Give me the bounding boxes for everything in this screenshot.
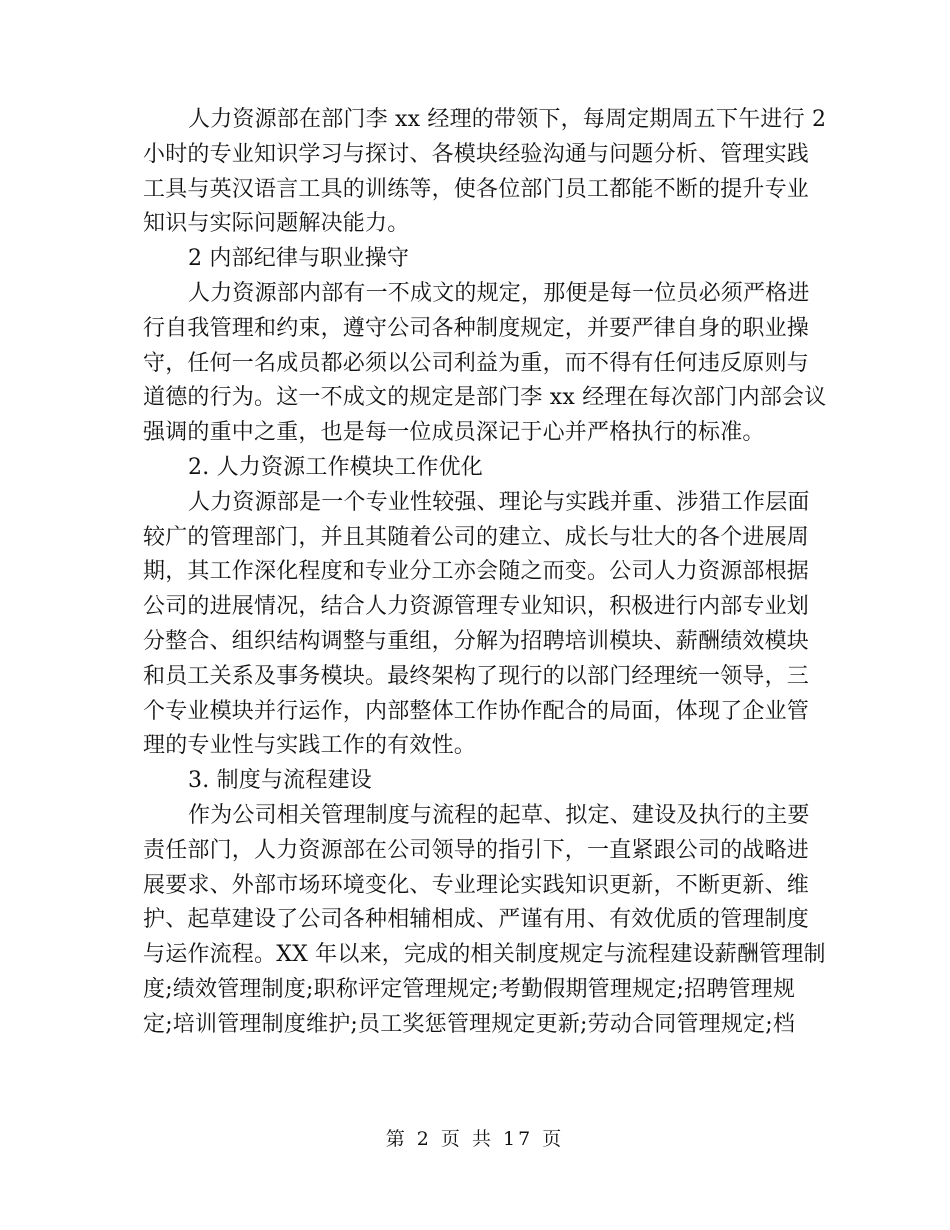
text-line: 展要求、外部市场环境变化、专业理论实践知识更新，不断更新、维: [143, 872, 810, 898]
text-line: 3. 制度与流程建设: [188, 768, 372, 794]
text-line: 个专业模块并行运作，内部整体工作协作配合的局面，体现了企业管: [143, 698, 810, 724]
document-body: [143, 103, 827, 1043]
text-line: 2. 人力资源工作模块工作优化: [188, 454, 483, 480]
text-line: 人力资源部在部门李 xx 经理的带领下，每周定期周五下午进行 2: [188, 107, 827, 132]
text-line: 人力资源部是一个专业性较强、理论与实践并重、涉猎工作层面: [188, 489, 810, 515]
text-line: 公司的进展情况，结合人力资源管理专业知识，积极进行内部专业划: [143, 594, 810, 620]
text-line: 2 内部纪律与职业操守: [188, 246, 410, 272]
text-line: 理的专业性与实践工作的有效性。: [143, 733, 477, 759]
text-line: 道德的行为。这一不成文的规定是部门李 xx 经理在每次部门内部会议: [143, 385, 827, 411]
text-line: 工具与英汉语言工具的训练等，使各位部门员工都能不断的提升专业: [143, 176, 810, 202]
text-line: 强调的重中之重，也是每一位成员深记于心并严格执行的标准。: [143, 420, 765, 446]
text-line: 与运作流程。XX 年以来，完成的相关制度规定与流程建设薪酬管理制: [143, 942, 826, 968]
text-line: 期，其工作深化程度和专业分工亦会随之而变。公司人力资源部根据: [143, 559, 810, 585]
text-line: 人力资源部内部有一不成文的规定，那便是每一位员必须严格进: [188, 280, 810, 306]
text-line: 小时的专业知识学习与探讨、各模块经验沟通与问题分析、管理实践: [143, 141, 810, 167]
text-line: 知识与实际问题解决能力。: [143, 211, 410, 237]
page-footer: [0, 1124, 950, 1151]
text-line: 护、起草建设了公司各种相辅相成、严谨有用、有效优质的管理制度: [143, 907, 810, 933]
page-number-label: 第 2 页 共 17 页: [385, 1128, 565, 1150]
text-line: 度;绩效管理制度;职称评定管理规定;考勤假期管理规定;招聘管理规: [143, 976, 796, 1002]
text-line: 较广的管理部门，并且其随着公司的建立、成长与壮大的各个进展周: [143, 524, 810, 550]
text-line: 守，任何一名成员都必须以公司利益为重，而不得有任何违反原则与: [143, 350, 810, 376]
text-line: 作为公司相关管理制度与流程的起草、拟定、建设及执行的主要: [188, 802, 810, 828]
text-line: 定;培训管理制度维护;员工奖惩管理规定更新;劳动合同管理规定;档: [143, 1011, 796, 1037]
text-line: 行自我管理和约束，遵守公司各种制度规定，并要严律自身的职业操: [143, 315, 810, 341]
text-line: 责任部门，人力资源部在公司领导的指引下，一直紧跟公司的战略进: [143, 837, 810, 863]
text-line: 和员工关系及事务模块。最终架构了现行的以部门经理统一领导，三: [143, 663, 810, 689]
text-line: 分整合、组织结构调整与重组，分解为招聘培训模块、薪酬绩效模块: [143, 628, 810, 654]
